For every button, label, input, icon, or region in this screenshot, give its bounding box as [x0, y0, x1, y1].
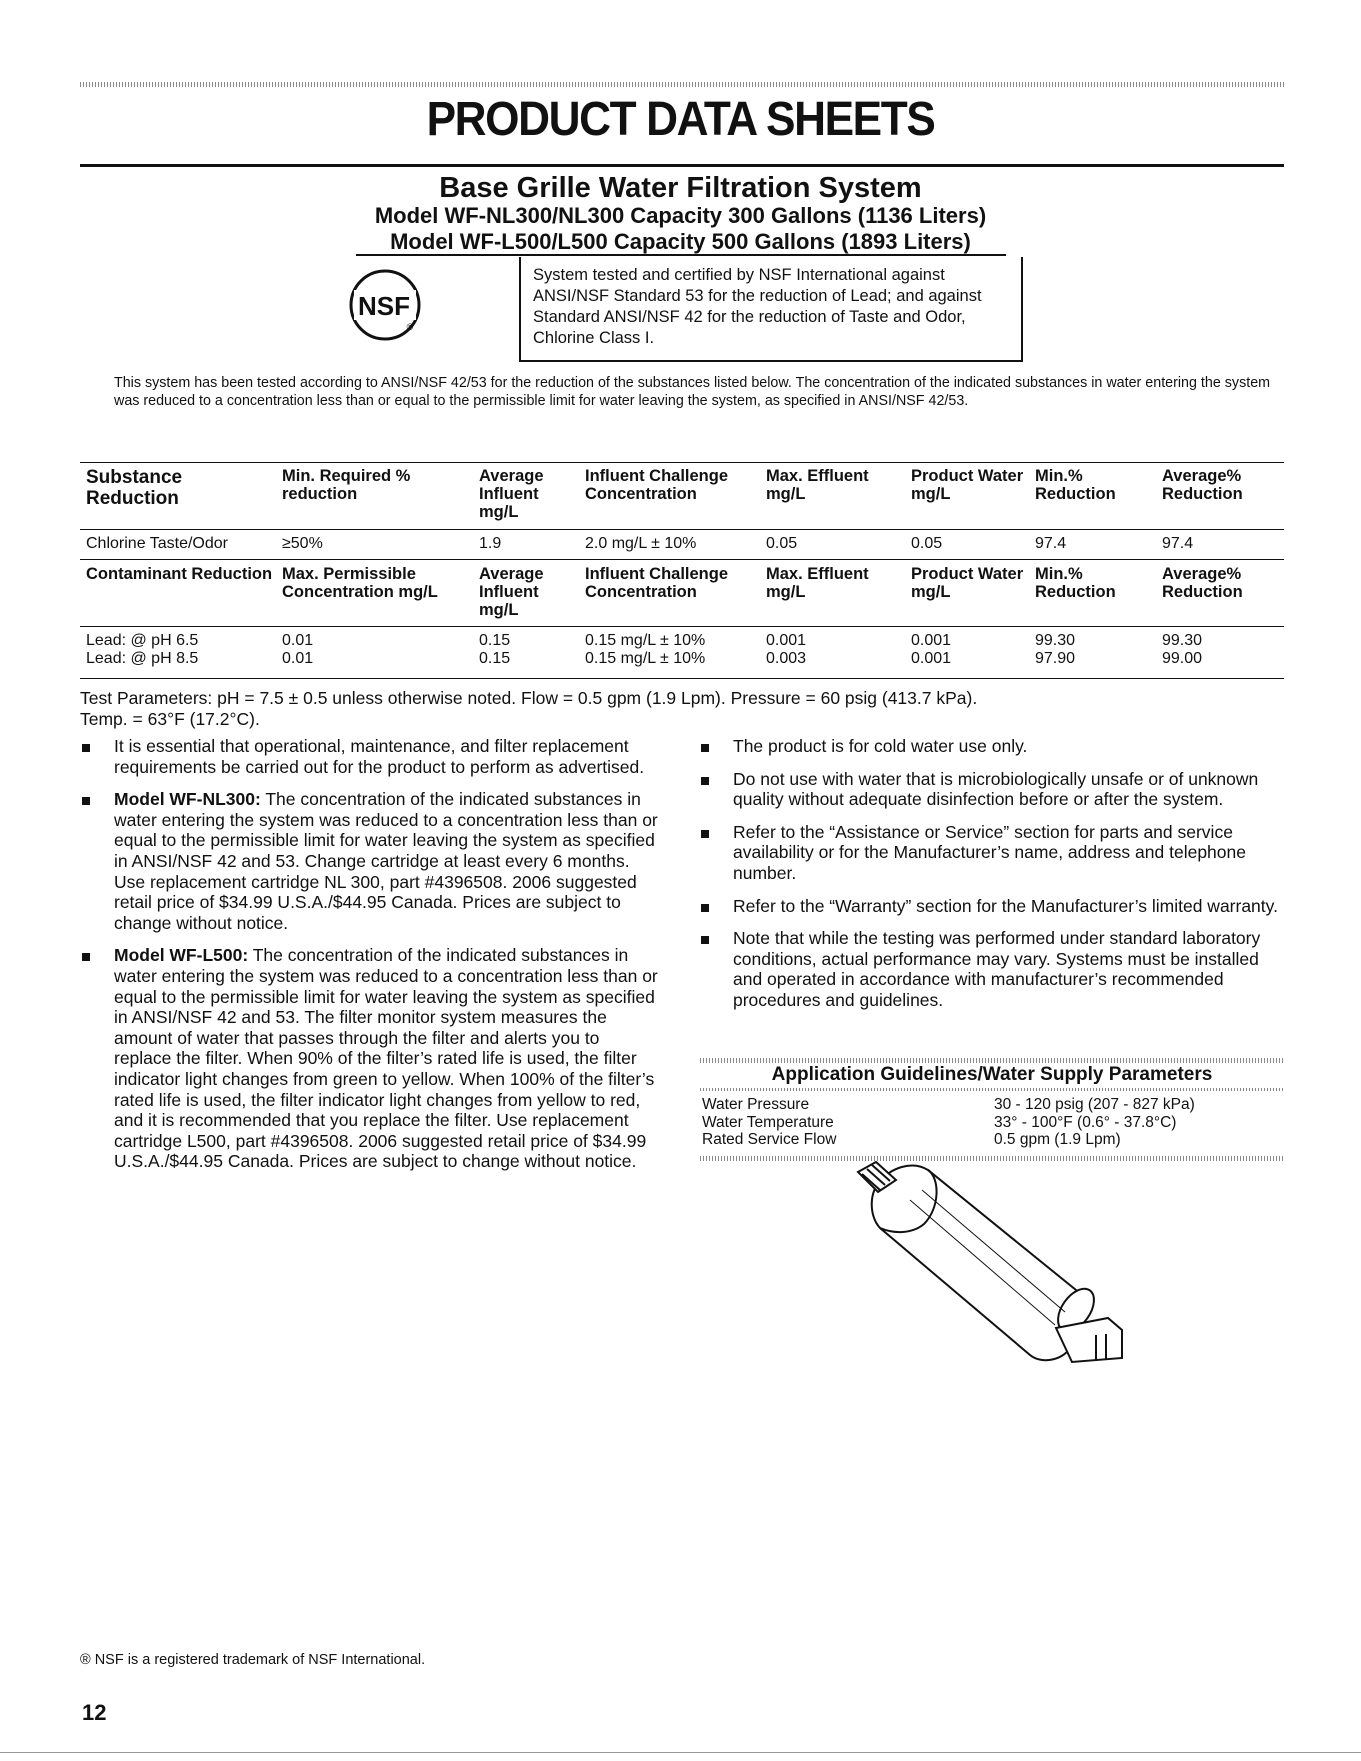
table2-cell: 0.001 — [766, 632, 807, 649]
table2-header-rule — [80, 626, 1284, 627]
table2-cell: 97.90 — [1035, 650, 1076, 667]
table2-header-cell: Contaminant Reduction — [86, 565, 273, 583]
bullet-text: Note that while the testing was performed under standard laboratory conditions, actual performance may vary. Systems must be installed and operated in accordance with manufacturer’s recommended procedures and guidelines. — [733, 928, 1261, 1010]
page-title: PRODUCT DATA SHEETS — [426, 93, 935, 146]
nsf-logo-text: NSF — [358, 291, 410, 321]
table2-cell: 0.15 — [479, 632, 511, 649]
bullet-bold-label: Model WF-NL300: — [114, 789, 261, 810]
table1-cell: 1.9 — [479, 535, 502, 552]
app-title-rule — [700, 1088, 1284, 1091]
app-top-rule — [700, 1058, 1284, 1063]
table2-header-cell: Product Water mg/L — [911, 565, 1024, 601]
parameter-value: 33° - 100°F (0.6° - 37.8°C) — [994, 1113, 1177, 1131]
list-item — [699, 928, 1287, 1010]
table1-cell: 97.4 — [1035, 535, 1067, 552]
table2-bottom-rule — [80, 678, 1284, 679]
test-parameters — [80, 688, 1280, 730]
application-guidelines-title: Application Guidelines/Water Supply Parameters — [771, 1064, 1213, 1085]
bullet-square-icon — [701, 904, 709, 912]
test-parameters-line2: Temp. = 63°F (17.2°C). — [80, 709, 260, 729]
list-item — [699, 822, 1287, 884]
table-row — [80, 535, 1284, 553]
table2-header-cell: Average Influent mg/L — [479, 565, 544, 619]
table1-top-rule — [80, 462, 1284, 463]
bullet-text: The concentration of the indicated substances in water entering the system was reduced to a concentration less than or equal to the permissible limit for water leaving the system as specified in ANSI/NSF 42 and 53. The filter monitor system measures the amount of water that passes through the filter and alerts you to replace the filter. When 90% of the filter’s rated life is used, the filter indicator light changes from green to yellow. When 100% of the filter’s rated life is used, the filter indicator light changes from yellow to red, and it is recommended that you replace the filter. Use replacement cartridge L500, part #4396508. 2006 suggested retail price of $34.99 U.S.A./$44.95 Canada. Prices are subject to change without notice. — [114, 945, 658, 1172]
table-row — [700, 1096, 1284, 1114]
table1-header-cell: Average Influent mg/L — [479, 467, 544, 521]
table2-cell: 99.30 — [1035, 632, 1076, 649]
table1-header-cell: Influent Challenge Concentration — [585, 467, 729, 503]
table1-header-rule — [80, 529, 1284, 530]
table2-header-cell: Max. Effluent mg/L — [766, 565, 869, 601]
page-number: 12 — [82, 1700, 107, 1725]
bullet-text: Refer to the “Warranty” section for the Manufacturer’s limited warranty. — [733, 895, 1278, 916]
table1-cell: 0.05 — [766, 535, 798, 552]
bullet-square-icon — [701, 777, 709, 785]
parameter-name: Water Pressure — [702, 1096, 810, 1113]
list-item — [699, 736, 1287, 757]
table2-cell: 0.01 — [282, 650, 314, 667]
list-item — [699, 896, 1287, 917]
list-item — [80, 736, 660, 777]
intro-paragraph: This system has been tested according to ANSI/NSF 42/53 for the reduction of the substances listed below. The concentration of the indicated substances in water entering the system was reduced to a concentration less than or equal to the permissible limit for water leaving the system, as specified in ANSI/NSF 42/53. — [114, 375, 1271, 409]
table1-cell: 97.4 — [1162, 535, 1194, 552]
bullet-text: Do not use with water that is microbiologically unsafe or of unknown quality without adequate disinfection before or after the system. — [733, 768, 1259, 810]
table2-cell: 99.00 — [1162, 650, 1203, 667]
table2-cell: 0.01 — [282, 632, 314, 649]
list-item — [80, 945, 660, 1172]
parameter-name: Water Temperature — [702, 1113, 834, 1131]
bullet-square-icon — [701, 936, 709, 944]
table2-header-cell: Influent Challenge Concentration — [585, 565, 729, 601]
bullet-text: The concentration of the indicated substances in water entering the system was reduced to a concentration less than or equal to the permissible limit for water leaving the system as specified in ANSI/NSF 42 and 53. Change cartridge at least every 6 months. Use replacement cartridge NL 300, part #4396508. 2006 suggested retail price of $34.99 U.S.A./$44.95 Canada. Prices are subject to change without notice. — [114, 789, 658, 933]
application-parameters-table — [700, 1096, 1284, 1149]
bullet-square-icon — [82, 744, 90, 752]
certification-text: System tested and certified by NSF International against ANSI/NSF Standard 53 for the reduction of Lead; and against Standard ANSI/NSF 42 for the reduction of Taste and Odor, Chlorine Class I. — [533, 266, 982, 347]
table-row — [700, 1131, 1284, 1149]
contaminant-reduction-body — [80, 632, 1284, 668]
table1-cell: 2.0 mg/L ± 10% — [585, 535, 697, 552]
test-parameters-line1: Test Parameters: pH = 7.5 ± 0.5 unless otherwise noted. Flow = 0.5 gpm (1.9 Lpm). Pressure = 60 psig (413.7 kPa). — [80, 688, 978, 708]
bullet-text: It is essential that operational, maintenance, and filter replacement requirements be carried out for the product to perform as advertised. — [114, 736, 645, 777]
filter-cartridge-illustration — [840, 1160, 1140, 1365]
title-rule — [80, 164, 1284, 167]
bullet-bold-label: Model WF-L500: — [114, 945, 249, 966]
table1-header-cell: Substance Reduction — [86, 467, 183, 509]
table1-header-cell: Average% Reduction — [1162, 467, 1243, 503]
table2-header-row — [80, 565, 1284, 619]
left-bullet-list — [80, 736, 660, 1184]
table1-header-cell: Min. Required % reduction — [282, 467, 411, 503]
top-dotted-rule — [80, 82, 1284, 87]
table-row — [80, 650, 1284, 668]
bullet-square-icon — [82, 953, 90, 961]
system-heading: Base Grille Water Filtration System — [439, 172, 922, 204]
bullet-square-icon — [82, 797, 90, 805]
bottom-rule — [0, 1752, 1361, 1753]
parameter-name: Rated Service Flow — [702, 1131, 837, 1148]
table2-cell: Lead: @ pH 6.5 — [86, 632, 199, 649]
trademark-footnote: ® NSF is a registered trademark of NSF International. — [80, 1652, 426, 1668]
table1-header-cell: Max. Effluent mg/L — [766, 467, 869, 503]
table1-header-row — [80, 467, 1284, 521]
bullet-square-icon — [701, 830, 709, 838]
table-row — [80, 632, 1284, 650]
table1-cell: ≥50% — [282, 535, 323, 552]
table2-header-cell: Max. Permissible Concentration mg/L — [282, 565, 438, 601]
nsf-logo-icon — [348, 268, 422, 342]
model-l500-heading: Model WF-L500/L500 Capacity 500 Gallons (1893 Liters) — [390, 229, 971, 254]
list-item — [699, 769, 1287, 810]
table2-cell: 0.001 — [911, 632, 952, 649]
table2-header-cell: Min.% Reduction — [1035, 565, 1116, 601]
heading-underline — [356, 254, 1006, 256]
substance-reduction-body — [80, 535, 1284, 553]
parameter-value: 30 - 120 psig (207 - 827 kPa) — [994, 1096, 1195, 1113]
table2-cell: 0.003 — [766, 650, 807, 667]
table2-cell: 99.30 — [1162, 632, 1203, 649]
right-bullet-list — [699, 736, 1287, 1023]
table1-header-cell: Min.% Reduction — [1035, 467, 1116, 503]
nsf-logo-mark: ® — [406, 322, 414, 332]
table2-header-cell: Average% Reduction — [1162, 565, 1243, 601]
substance-reduction-table — [80, 467, 1284, 521]
table2-cell: 0.15 — [479, 650, 511, 667]
table1-header-cell: Product Water mg/L — [911, 467, 1024, 503]
certification-box — [519, 257, 1023, 362]
bullet-square-icon — [701, 744, 709, 752]
model-nl300-heading: Model WF-NL300/NL300 Capacity 300 Gallons (1136 Liters) — [374, 203, 987, 228]
parameter-value: 0.5 gpm (1.9 Lpm) — [994, 1131, 1121, 1148]
list-item — [80, 789, 660, 933]
table2-cell: Lead: @ pH 8.5 — [86, 650, 199, 667]
table-row — [700, 1114, 1284, 1132]
table2-top-rule — [80, 559, 1284, 560]
table2-cell: 0.15 mg/L ± 10% — [585, 632, 706, 649]
bullet-text: The product is for cold water use only. — [733, 736, 1028, 756]
table1-cell: Chlorine Taste/Odor — [86, 535, 228, 552]
contaminant-reduction-table — [80, 565, 1284, 619]
table2-cell: 0.001 — [911, 650, 952, 667]
table1-cell: 0.05 — [911, 535, 943, 552]
table2-cell: 0.15 mg/L ± 10% — [585, 650, 706, 667]
bullet-text: Refer to the “Assistance or Service” section for parts and service availability or for the Manufacturer’s name, address and telephone number. — [733, 821, 1246, 883]
